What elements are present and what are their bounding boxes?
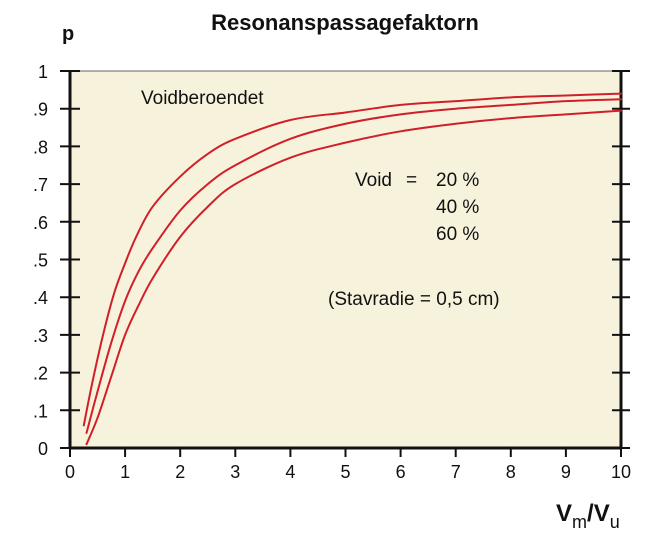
x-tick-label: 3 bbox=[230, 462, 241, 482]
y-tick-label: .9 bbox=[32, 99, 48, 120]
x-axis-label-sub-u: u bbox=[609, 512, 620, 532]
void-equals: = bbox=[406, 170, 418, 191]
x-tick-label: 5 bbox=[340, 462, 351, 482]
x-tick-label: 10 bbox=[610, 462, 632, 482]
y-tick-label: .7 bbox=[32, 175, 48, 196]
x-axis-label-v2: V bbox=[593, 500, 610, 527]
y-tick-label: .2 bbox=[32, 363, 48, 384]
void-label: Void bbox=[355, 170, 392, 191]
x-tick-label: 6 bbox=[395, 462, 406, 482]
plot-area bbox=[70, 71, 621, 448]
void-value-40: 40 % bbox=[436, 197, 480, 218]
x-tick-label: 8 bbox=[505, 462, 516, 482]
x-tick-label: 2 bbox=[175, 462, 186, 482]
y-tick-label: .4 bbox=[32, 288, 48, 309]
x-axis-label-v1: V bbox=[556, 500, 573, 527]
annotation-stavradie: (Stavradie = 0,5 cm) bbox=[328, 289, 500, 310]
x-axis-label-sub-m: m bbox=[572, 512, 588, 532]
y-tick-label: .1 bbox=[32, 401, 48, 422]
void-value-60: 60 % bbox=[436, 224, 480, 245]
chart-title: Resonanspassagefaktorn bbox=[211, 10, 479, 35]
y-tick-label: .6 bbox=[32, 212, 48, 233]
y-axis-label: p bbox=[62, 23, 75, 45]
y-tick-label: .3 bbox=[32, 325, 48, 346]
x-tick-label: 1 bbox=[120, 462, 131, 482]
y-tick-label: 1 bbox=[37, 62, 48, 82]
x-axis-label bbox=[556, 500, 620, 532]
x-tick-label: 7 bbox=[450, 462, 461, 482]
x-tick-label: 9 bbox=[560, 462, 571, 482]
x-tick-label: 0 bbox=[64, 462, 76, 482]
x-axis-label-slash: / bbox=[587, 500, 594, 527]
y-tick-label: .8 bbox=[32, 137, 48, 158]
x-tick-label: 4 bbox=[285, 462, 296, 482]
y-tick-label: 0 bbox=[37, 439, 48, 459]
void-value-20: 20 % bbox=[436, 170, 480, 191]
y-tick-label: .5 bbox=[32, 250, 48, 271]
annotation-voidberoendet: Voidberoendet bbox=[141, 88, 264, 109]
